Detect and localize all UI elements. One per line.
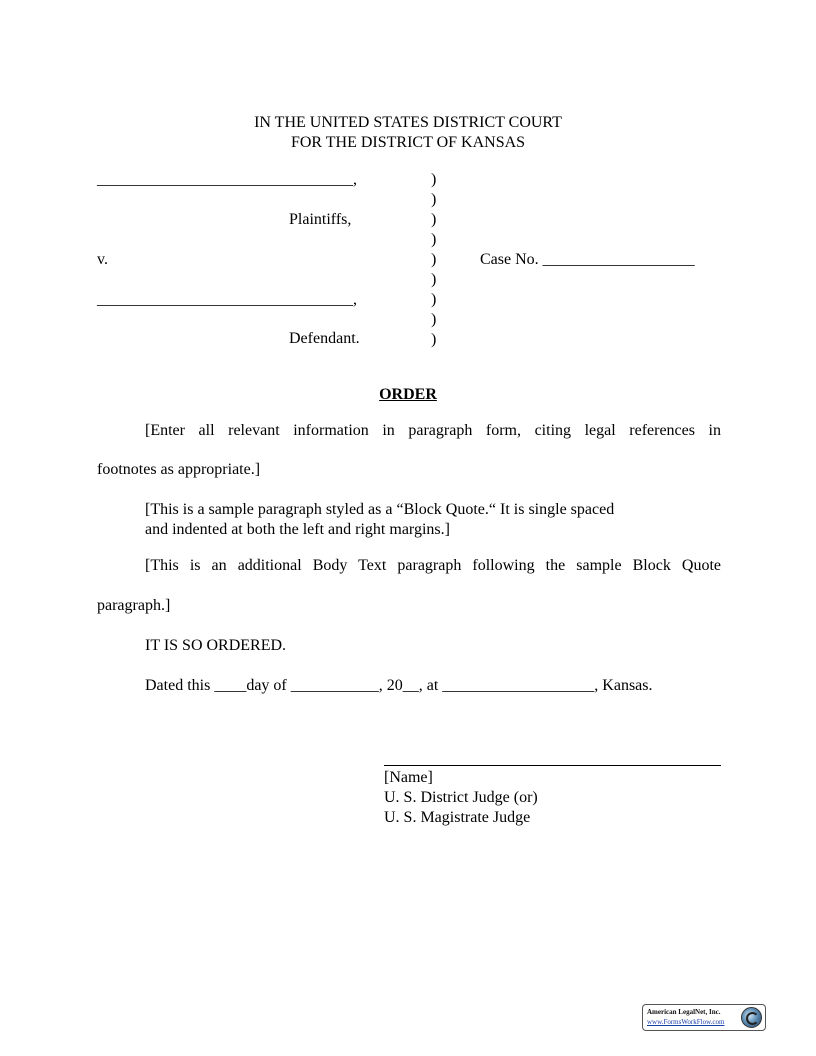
caption-paren: ) bbox=[431, 331, 437, 348]
caption-paren: ) bbox=[431, 171, 437, 188]
so-ordered-text: IT IS SO ORDERED. bbox=[145, 637, 287, 654]
logo-url-link[interactable]: www.FormsWorkFlow.com bbox=[647, 1018, 725, 1026]
block-quote-line2: and indented at both the left and right margins.] bbox=[145, 521, 450, 538]
order-title: ORDER bbox=[379, 386, 437, 403]
case-number-field: Case No. ___________________ bbox=[480, 251, 695, 268]
paragraph-2-line1: [This is an additional Body Text paragraph following the sample Block Quote bbox=[145, 557, 721, 574]
plaintiff-name-blank: ________________________________, bbox=[97, 171, 357, 188]
judge-title-magistrate: U. S. Magistrate Judge bbox=[384, 809, 531, 826]
logo-company-name: American LegalNet, Inc. bbox=[647, 1008, 721, 1016]
court-heading-line2: FOR THE DISTRICT OF KANSAS bbox=[290, 134, 526, 151]
defendant-label: Defendant. bbox=[289, 330, 360, 347]
footer-logo[interactable] bbox=[642, 1004, 766, 1031]
signature-line bbox=[384, 765, 721, 766]
paragraph-1-line2: footnotes as appropriate.] bbox=[97, 461, 261, 478]
paragraph-1-line1: [Enter all relevant information in paragraph form, citing legal references in bbox=[145, 422, 721, 439]
caption-paren: ) bbox=[431, 271, 437, 288]
dated-line: Dated this ____day of ___________, 20__, at ___________________, Kansas. bbox=[145, 677, 653, 694]
versus-label: v. bbox=[97, 251, 108, 268]
caption-paren: ) bbox=[431, 251, 437, 268]
paragraph-2-line2: paragraph.] bbox=[97, 597, 171, 614]
defendant-name-blank: ________________________________, bbox=[97, 291, 357, 308]
caption-paren: ) bbox=[431, 311, 437, 328]
block-quote-line1: [This is a sample paragraph styled as a “Block Quote.“ It is single spaced bbox=[145, 501, 615, 518]
judge-title-district: U. S. District Judge (or) bbox=[384, 789, 538, 806]
judge-name: [Name] bbox=[384, 769, 433, 786]
plaintiffs-label: Plaintiffs, bbox=[289, 211, 352, 228]
court-heading-line1: IN THE UNITED STATES DISTRICT COURT bbox=[254, 114, 562, 131]
caption-paren: ) bbox=[431, 191, 437, 208]
caption-paren: ) bbox=[431, 211, 437, 228]
globe-icon bbox=[741, 1007, 762, 1028]
caption-paren: ) bbox=[431, 291, 437, 308]
caption-paren: ) bbox=[431, 231, 437, 248]
